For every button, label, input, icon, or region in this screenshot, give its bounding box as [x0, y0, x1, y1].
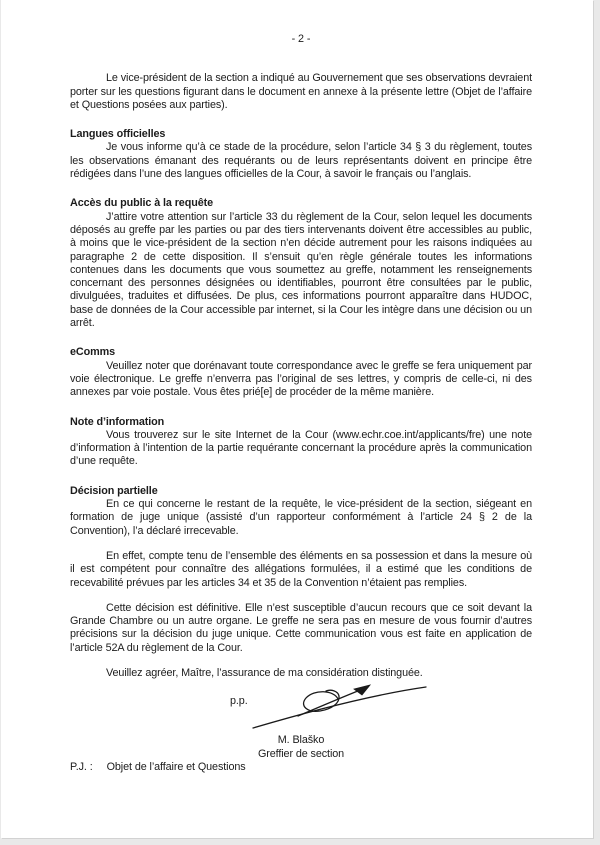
intro-paragraph: Le vice-président de la section a indiqué au Gouvernement que ses observations devraient porter sur les questions figurant dans le document en annexe à la présente lettre (Objet de l’affaire et Questions posées aux parties). [70, 72, 532, 111]
section-paragraph-note-information: Vous trouverez sur le site Internet de la Cour (www.echr.coe.int/applicants/fre) une note d’information à l’intention de la partie requérante concernant la procédure après la communication d’une requête. [70, 428, 532, 468]
enclosure-text: Objet de l’affaire et Questions [106, 760, 246, 773]
letter-page [1, 0, 593, 838]
section-paragraph-langues-officielles: Je vous informe qu’à ce stade de la procédure, selon l’article 34 § 3 du règlement, toutes les observations émanant des requérants ou de leurs représentants doivent en principe être rédigées dans l’une des langues officielles de la Cour, à savoir le français ou l’anglais. [70, 141, 532, 181]
section-paragraph-decision-1: En ce qui concerne le restant de la requête, le vice-président de la section, siégeant en formation de juge unique (assisté d’un rapporteur conformément à l’article 24 § 2 de la Convention), l’a déclaré irrecevable. [70, 498, 532, 537]
section-paragraph-ecomms: Veuillez noter que dorénavant toute correspondance avec le greffe se fera uniquement par voie électronique. Le greffe n’enverra pas l’original de ses lettres, y compris de celle-ci, ni des annexes par voie postale. Vous êtes prié[e] de procéder de la même manière. [70, 359, 532, 399]
enclosure-label: P.J. : [70, 760, 93, 773]
pp-label: p.p. [230, 695, 248, 708]
section-paragraph-decision-3: Cette décision est définitive. Elle n’est susceptible d’aucun recours que ce soit devant la Grande Chambre ou un autre organe. Le greffe ne sera pas en mesure de vous fournir d’autres précisions sur la décision du juge unique. Cette communication vous est faite en application de l’article 52A du règlement de la Cour. [70, 601, 532, 654]
section-heading-ecomms: eComms [70, 346, 116, 359]
signature-row [230, 682, 532, 730]
signatory-title: Greffier de section [257, 747, 345, 760]
page-number: - 2 - [291, 33, 311, 45]
enclosure-line [70, 761, 532, 774]
section-heading-note-information: Note d’information [70, 415, 165, 428]
signature-scribble-icon [252, 682, 427, 730]
section-heading-decision-partielle: Décision partielle [70, 484, 158, 497]
closing-formula: Veuillez agréer, Maître, l’assurance de ma considération distinguée. [106, 666, 423, 679]
signatory-name: M. Blaško [277, 734, 325, 747]
section-paragraph-decision-2: En effet, compte tenu de l’ensemble des éléments en sa possession et dans la mesure où il est compétent pour connaître des allégations formulées, il a estimé que les conditions de recevabilité prévues par les articles 34 et 35 de la Convention n’étaient pas remplies. [70, 549, 532, 589]
section-heading-langues-officielles: Langues officielles [70, 128, 166, 141]
section-paragraph-acces-du-public: J’attire votre attention sur l’article 33 du règlement de la Cour, selon lequel les documents déposés au greffe par les parties ou par des tiers intervenants doivent être accessibles au public, à moins que le vice-président de la section n’en décide autrement pour les raisons indiquées au paragraphe 2 de cette disposition. Il s’ensuit qu’en règle générale toutes les informations contenues dans les documents que vous soumettez au greffe, notamment les renseignements concernant des personnes désignées ou identifiables, pourront être consultées par le public, divulguées, traduites et diffusées. De plus, ces informations pourront apparaître dans HUDOC, base de données de la Cour accessible par internet, si la Cour les intègre dans une décision ou un arrêt. [70, 210, 532, 330]
section-heading-acces-du-public: Accès du public à la requête [70, 197, 214, 210]
